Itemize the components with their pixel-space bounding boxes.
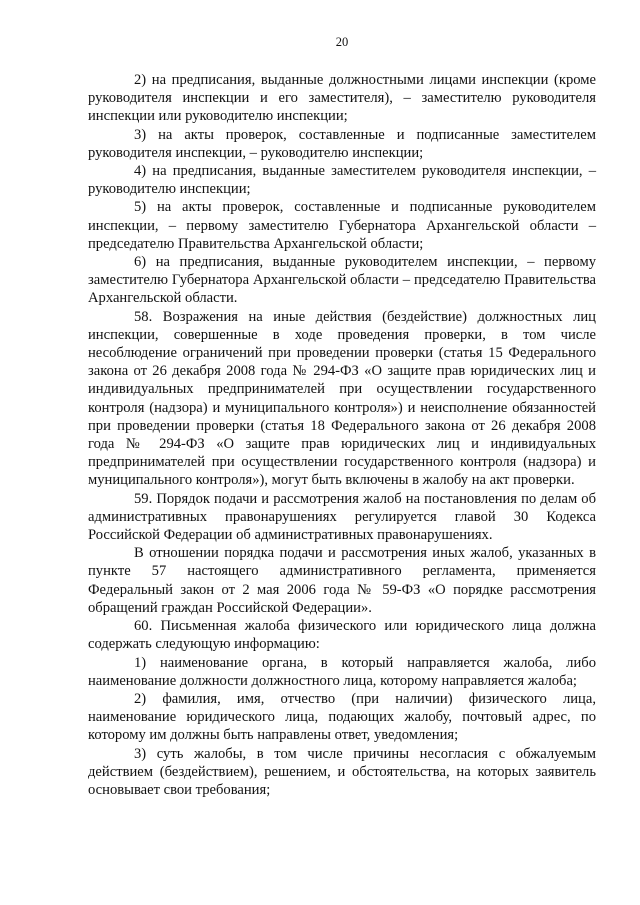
paragraph-item-3: 3) на акты проверок, составленные и подписанные заместителем руководителя инспекции, – руководителю инспекции; (88, 126, 596, 161)
paragraph-item-4: 4) на предписания, выданные заместителем руководителя инспекции, – руководителю инспекции; (88, 163, 596, 198)
paragraph-requirement-1: 1) наименование органа, в который направляется жалоба, либо наименование должности должностного лица, которому направляется жалоба; (88, 654, 596, 689)
document-page (88, 34, 596, 799)
paragraph-clause-59: 59. Порядок подачи и рассмотрения жалоб на постановления по делам об административных правонарушениях регулируется главой 30 Кодекса Российской Федерации об административных правонарушениях. (88, 490, 596, 544)
paragraph-clause-60: 60. Письменная жалоба физического или юридического лица должна содержать следующую информацию: (88, 618, 596, 653)
paragraph-requirement-3: 3) суть жалобы, в том числе причины несогласия с обжалуемым действием (бездействием), решением, и обстоятельства, на которых заявитель основывает свои требования; (88, 745, 596, 798)
paragraph-requirement-2: 2) фамилия, имя, отчество (при наличии) физического лица, наименование юридического лица, подающих жалобу, почтовый адрес, по которому им должны быть направлены ответ, уведомления; (88, 690, 596, 744)
page-number: 20 (335, 35, 349, 49)
paragraph-clause-58: 58. Возражения на иные действия (бездействие) должностных лиц инспекции, совершенные в ходе проведения проверки, в том числе несоблюдение ограничений при проведении проверки (статья 15 Федерального закона от 26 декабря 2008 года № 294-ФЗ «О защите прав юридических лиц и индивидуальных предпринимателей при осуществлении государственного контроля (надзора) и муниципального контроля») и неисполнение обязанностей при проведении проверки (статья 18 Федерального закона от 26 декабря 2008 года № 294-ФЗ «О защите прав юридических лиц и индивидуальных предпринимателей при осуществлении государственного контроля (надзора) и муниципального контроля»), могут быть включены в жалобу на акт проверки. (88, 308, 596, 489)
paragraph-item-2: 2) на предписания, выданные должностными лицами инспекции (кроме руководителя инспекции и его заместителя), – заместителю руководителя инспекции или руководителю инспекции; (88, 72, 596, 125)
paragraph-other-complaints: В отношении порядка подачи и рассмотрения иных жалоб, указанных в пункте 57 настоящего административного регламента, применяется Федеральный закон от 2 мая 2006 года № 59-ФЗ «О порядке рассмотрения обращений граждан Российской Федерации». (88, 545, 596, 616)
paragraph-item-5: 5) на акты проверок, составленные и подписанные руководителем инспекции, – первому заместителю Губернатора Архангельской области – председателю Правительства Архангельской области; (88, 199, 596, 252)
paragraph-item-6: 6) на предписания, выданные руководителем инспекции, – первому заместителю Губернатора Архангельской области – председателю Правительства Архангельской области. (88, 254, 596, 307)
